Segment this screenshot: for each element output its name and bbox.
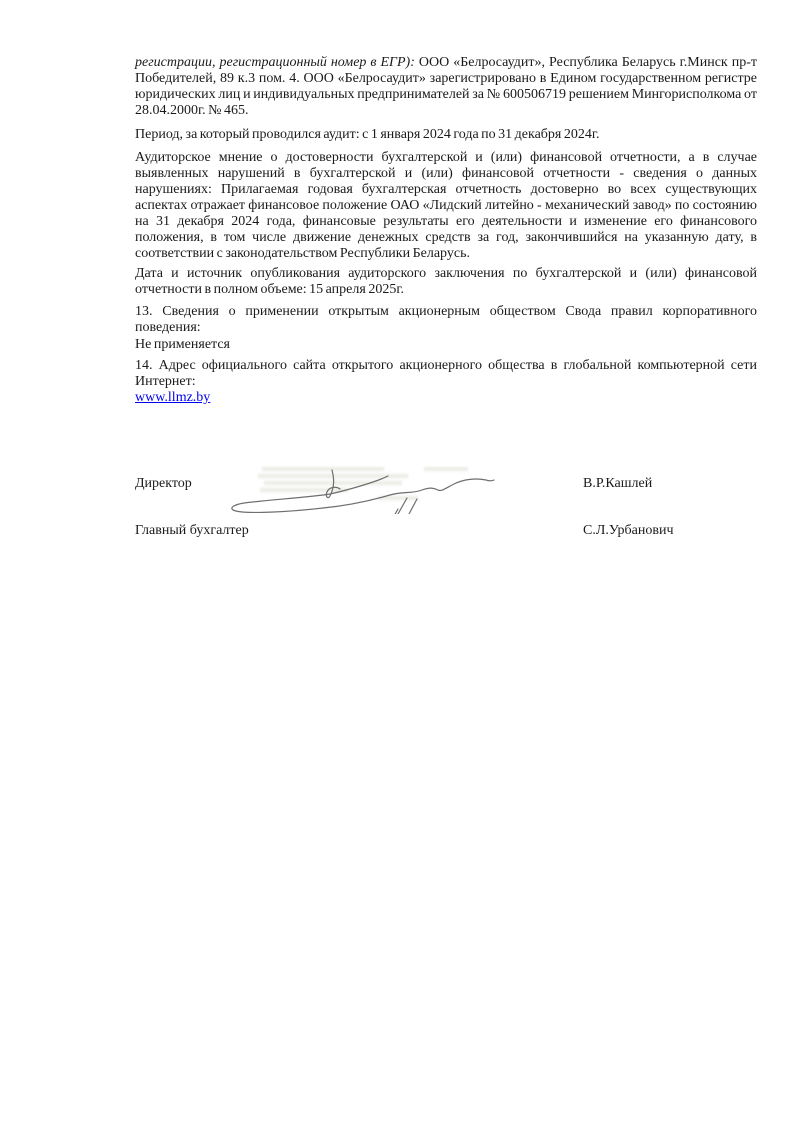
website-link[interactable]: www.llmz.by bbox=[135, 390, 211, 405]
paragraph-publication-date: Дата и источник опубликования аудиторского заключения по бухгалтерской и (или) финансовой отчетности в полном объеме: 15 апреля 2025г. bbox=[135, 266, 757, 297]
registration-text: ООО «Белросаудит», Республика Беларусь г.Минск пр-т Победителей, 89 к.3 пом. 4. ООО «Белросаудит» зарегистрировано в Едином государственном регистре юридических лиц и индивидуальных предпринимателей за № 600506719 решением Мингорисполкома от 28.04.2000г. № 465. bbox=[135, 55, 758, 118]
paragraph-item13-heading: 13. Сведения о применении открытым акционерным обществом Свода правил корпоративного поведения: bbox=[135, 304, 757, 335]
paragraph-audit-opinion: Аудиторское мнение о достоверности бухгалтерской и (или) финансовой отчетности, а в случае выявленных нарушений в бухгалтерской и (или) финансовой отчетности - сведения о данных нарушениях: Прилагаемая годовая бухгалтерская отчетность достоверно во всех существующих аспектах отражает финансовое положение ОАО «Лидский литейно - механический завод» по состоянию на 31 декабря 2024 года, финансовые результаты его деятельности и изменение его финансового положения, в том числе движение денежных средств за год, закончившийся на указанную дату, в соответствии с законодательством Республики Беларусь. bbox=[135, 150, 757, 261]
director-signature-image bbox=[228, 466, 495, 514]
scan-bleedthrough-artifact bbox=[258, 467, 468, 500]
signature-title-director: Директор bbox=[135, 476, 192, 491]
signature-title-chief-accountant: Главный бухгалтер bbox=[135, 523, 249, 538]
paragraph-item13-answer: Не применяется bbox=[135, 337, 230, 352]
paragraph-registration bbox=[135, 55, 757, 119]
registration-italic-lead: регистрации, регистрационный номер в ЕГР): bbox=[135, 55, 415, 70]
signature-block bbox=[135, 466, 757, 556]
signature-name-director: В.Р.Кашлей bbox=[583, 476, 653, 491]
document-content bbox=[135, 55, 757, 556]
signature-name-chief-accountant: С.Л.Урбанович bbox=[583, 523, 674, 538]
item14-text: 14. Адрес официального сайта открытого акционерного общества в глобальной компьютерной сети Интернет: bbox=[135, 358, 757, 389]
paragraph-audit-period: Период, за который проводился аудит: с 1 января 2024 года по 31 декабря 2024г. bbox=[135, 127, 600, 142]
paragraph-item14 bbox=[135, 358, 757, 406]
